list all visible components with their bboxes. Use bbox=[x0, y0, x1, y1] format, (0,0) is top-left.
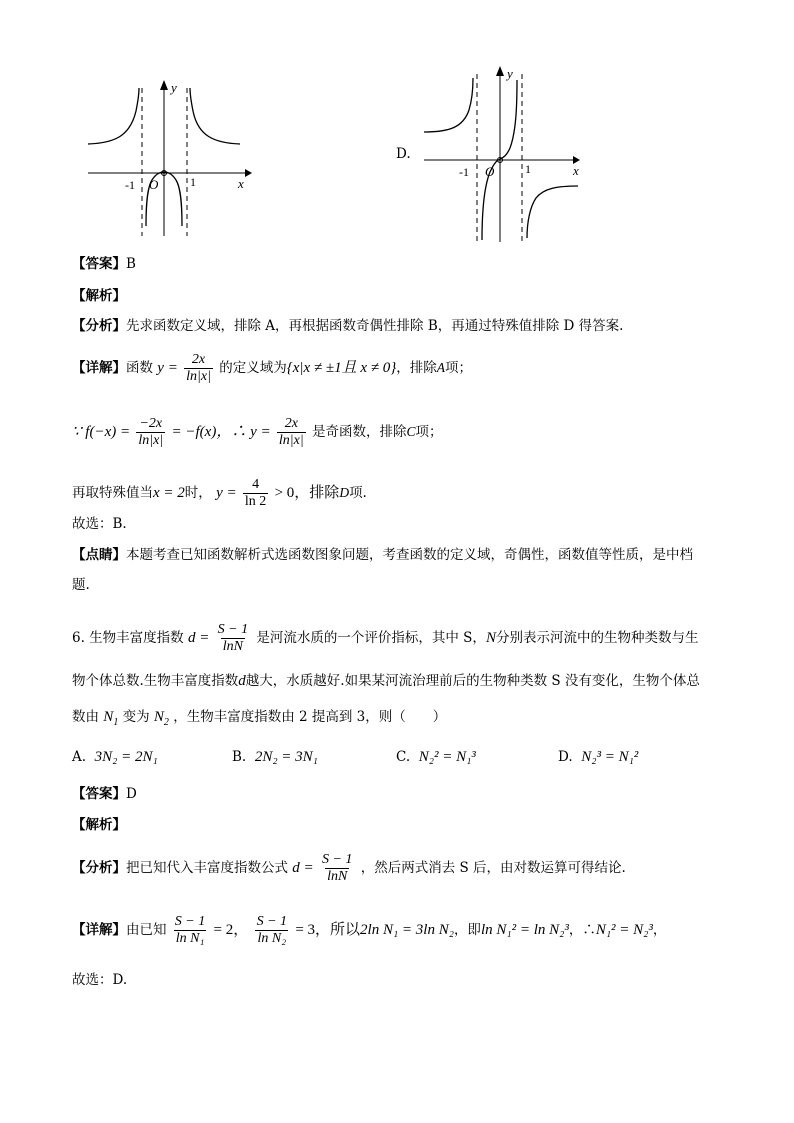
answer-tag: 【答案】 bbox=[72, 786, 126, 802]
fraction-4-over-ln2 bbox=[243, 477, 268, 510]
option-label: D. bbox=[558, 749, 573, 765]
q5-answer-line bbox=[72, 254, 136, 274]
math-x-equals-2: x = 2 bbox=[153, 485, 185, 501]
tick-label-pos1: 1 bbox=[525, 162, 531, 176]
q6-option-a[interactable] bbox=[72, 747, 158, 767]
math-y-equals: y = bbox=[157, 360, 178, 376]
math-expression: 2ln N₁ = 3ln N₂ bbox=[360, 922, 454, 938]
math-y-equals: y = bbox=[216, 485, 237, 501]
math-expression: N₁² = N₂³ bbox=[595, 922, 653, 938]
option-letter: A bbox=[436, 360, 446, 375]
curve-middle-right bbox=[164, 172, 182, 226]
tick-label-neg1: -1 bbox=[459, 165, 469, 179]
fraction-s-minus-1-over-ln-n1 bbox=[173, 914, 207, 947]
fraction-neg2x-over-ln-abs-x bbox=[136, 416, 165, 449]
math-N2: $N_2$ bbox=[153, 709, 169, 728]
text-fragment: ，然后两式消去 S 后，由对数运算可得结论. bbox=[360, 860, 626, 876]
function-graph-left bbox=[80, 76, 260, 240]
y-axis-arrow bbox=[496, 66, 504, 76]
xiangjie-tag: 【详解】 bbox=[72, 360, 126, 376]
math-f-neg-x: ∵ f(−x) = bbox=[72, 424, 131, 440]
math-N: N bbox=[485, 630, 496, 646]
fenxi-text: 先求函数定义域，排除 A，再根据函数奇偶性排除 B，再通过特殊值排除 D 得答案. bbox=[126, 318, 624, 334]
q6-fenxi-line bbox=[72, 852, 626, 885]
curve-left-branch bbox=[424, 78, 473, 132]
text-fragment: ，即 bbox=[453, 922, 481, 938]
answer-tag: 【答案】 bbox=[72, 256, 126, 272]
q6-stem-line1 bbox=[72, 622, 698, 655]
text-fragment: 变为 bbox=[122, 709, 150, 725]
text-fragment: 6. 生物丰富度指数 bbox=[72, 630, 184, 646]
text-fragment: 数由 bbox=[72, 709, 99, 725]
math-d-equals: d = bbox=[187, 630, 210, 646]
option-label: B. bbox=[232, 749, 247, 765]
math-N1: $N_1$ bbox=[103, 709, 119, 728]
text-fragment: 把已知代入丰富度指数公式 bbox=[126, 860, 288, 876]
x-axis-label: x bbox=[573, 163, 579, 178]
math-domain-set: {x|x ≠ ±1且 x ≠ 0} bbox=[286, 360, 397, 376]
fenxi-tag: 【分析】 bbox=[72, 318, 126, 334]
function-graph-right bbox=[418, 62, 598, 244]
option-d-label: D. bbox=[396, 146, 411, 162]
fraction-denominator: ln|x| bbox=[186, 369, 211, 384]
text-fragment: 是河流水质的一个评价指标，其中 S， bbox=[256, 630, 486, 646]
q5-detail-line2 bbox=[72, 416, 443, 449]
fenxi-tag: 【分析】 bbox=[72, 860, 126, 876]
option-math: 3N₂ = 2N₁ bbox=[94, 749, 158, 765]
fraction-denominator: ln N₂ bbox=[257, 931, 287, 946]
fraction-denominator: lnN bbox=[327, 869, 348, 884]
fraction-numerator: S − 1 bbox=[217, 622, 249, 637]
q6-answer-line bbox=[72, 784, 137, 804]
fraction-numerator: 2x bbox=[284, 416, 298, 431]
dianjing-tag: 【点睛】 bbox=[72, 547, 126, 563]
q5-detail-line3 bbox=[72, 477, 367, 510]
tick-label-neg1: -1 bbox=[125, 178, 135, 192]
fraction-numerator: 2x bbox=[191, 352, 206, 367]
q5-conclusion: 故选：B. bbox=[72, 516, 127, 532]
text-fragment: 分别表示河流中的生物种类数与生 bbox=[495, 630, 699, 646]
q6-analysis-tag: 【解析】 bbox=[72, 817, 126, 833]
fraction-numerator: S − 1 bbox=[321, 852, 353, 867]
text-fragment: ， bbox=[652, 922, 667, 938]
text-fragment: 的定义域为 bbox=[219, 360, 287, 376]
answer-value: B bbox=[126, 256, 136, 272]
text-fragment: 项. bbox=[349, 485, 367, 501]
fraction-denominator: ln 2 bbox=[244, 494, 267, 509]
curve-right-branch bbox=[527, 186, 578, 238]
math-d-equals: d = bbox=[292, 860, 314, 876]
text-fragment: 再取特殊值当 bbox=[72, 485, 153, 501]
fraction-numerator: S − 1 bbox=[256, 914, 288, 929]
curve-middle-right bbox=[500, 80, 517, 159]
text-fragment: ，生物丰富度指数由 2 提高到 3，则（ ） bbox=[173, 709, 447, 725]
curve-left-branch bbox=[88, 88, 139, 144]
option-math: 2N₂ = 3N₁ bbox=[254, 749, 318, 765]
fraction-s-minus-1-over-ln-n2 bbox=[255, 914, 289, 947]
q5-fenxi-line bbox=[72, 316, 623, 336]
option-math: N₂³ = N₁² bbox=[581, 749, 639, 765]
math-expression: ln N₁² = ln N₂³ bbox=[480, 922, 569, 938]
graph-option-c bbox=[80, 76, 260, 240]
origin-label: O bbox=[149, 177, 159, 192]
math-d: d bbox=[238, 673, 246, 689]
option-label: C. bbox=[396, 749, 411, 765]
fraction-denominator: ln N₁ bbox=[175, 931, 205, 946]
text-fragment: ，∴ bbox=[568, 922, 596, 938]
math-N: N bbox=[153, 709, 164, 725]
option-letter: D bbox=[339, 485, 350, 500]
x-axis-label: x bbox=[238, 176, 244, 191]
fraction-richness-index bbox=[216, 622, 250, 655]
text-fragment: = 2， bbox=[213, 922, 249, 938]
option-letter: C bbox=[406, 424, 416, 439]
math-N: N bbox=[103, 709, 114, 725]
q6-stem-line2 bbox=[72, 671, 700, 691]
text-fragment: 物个体总数.生物丰富度指数 bbox=[72, 673, 239, 689]
y-axis-arrow bbox=[160, 80, 168, 90]
q6-stem-line3 bbox=[72, 707, 446, 727]
fraction-numerator: −2x bbox=[139, 416, 163, 431]
fraction-numerator: S − 1 bbox=[174, 914, 206, 929]
text-fragment: > 0，排除 bbox=[274, 485, 340, 501]
text-fragment: 项； bbox=[415, 424, 443, 440]
dianjing-text: 本题考查已知函数解析式选函数图象问题，考查函数的定义域，奇偶性，函数值等性质，是中档 bbox=[126, 547, 693, 563]
xiangjie-tag: 【详解】 bbox=[72, 922, 126, 938]
x-axis-arrow bbox=[245, 169, 252, 177]
y-axis-label: y bbox=[171, 80, 177, 95]
fraction-2x-over-ln-abs-x bbox=[277, 416, 306, 449]
q6-conclusion: 故选：D. bbox=[72, 972, 128, 988]
q6-option-d[interactable] bbox=[558, 747, 638, 767]
answer-value: D bbox=[126, 786, 137, 802]
q6-detail-line bbox=[72, 914, 666, 947]
q5-dianjing-line2: 题. bbox=[72, 577, 90, 593]
text-fragment: 由已知 bbox=[126, 922, 167, 938]
curve-right-branch bbox=[190, 88, 240, 144]
q6-option-c[interactable] bbox=[396, 747, 476, 767]
fraction-denominator: ln|x| bbox=[278, 433, 304, 448]
y-axis-label: y bbox=[507, 66, 513, 81]
origin-label: O bbox=[485, 164, 495, 179]
fraction-denominator: lnN bbox=[222, 639, 243, 654]
option-math: N₂² = N₁³ bbox=[418, 749, 476, 765]
q5-analysis-tag: 【解析】 bbox=[72, 288, 126, 304]
option-label: A. bbox=[72, 749, 87, 765]
fraction-numerator: 4 bbox=[252, 477, 260, 492]
fraction-2x-over-ln-abs-x bbox=[184, 352, 213, 385]
q5-detail-line1 bbox=[72, 352, 472, 385]
text-fragment: ，排除 bbox=[396, 360, 437, 376]
text-fragment: 项； bbox=[445, 360, 473, 376]
text-fragment: 越大，水质越好.如果某河流治理前后的生物种类数 S 没有变化，生物个体总 bbox=[245, 673, 700, 689]
graph-option-d bbox=[418, 62, 598, 244]
text-fragment: 时， bbox=[184, 485, 212, 501]
q6-option-b[interactable] bbox=[232, 747, 318, 767]
tick-label-pos1: 1 bbox=[190, 175, 196, 189]
q5-dianjing-line1 bbox=[72, 545, 693, 565]
math-odd-relation: = −f(x)，∴ y = bbox=[171, 424, 271, 440]
text-fragment: = 3，所以 bbox=[295, 922, 361, 938]
fraction-denominator: ln|x| bbox=[138, 433, 164, 448]
fraction-richness-index bbox=[320, 852, 354, 885]
text-fragment: 是奇函数，排除 bbox=[312, 424, 407, 440]
text-fragment: 函数 bbox=[126, 360, 153, 376]
